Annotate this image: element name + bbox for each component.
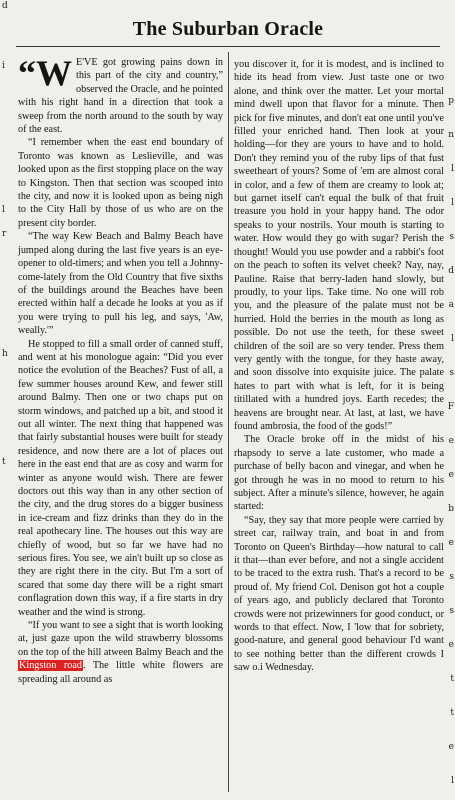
drop-cap: “W — [18, 53, 72, 93]
highlighted-search-term: Kingston road — [19, 660, 82, 672]
right-edge-letter: a — [448, 300, 454, 310]
column-header — [16, 8, 440, 47]
paragraph-text: “Say, they say that more people were carried by street car, railway train, and boat in and from Toronto on Queen's Birthday—how natural to call it that—than ever before, and not a single accident to be traced to the extra rush. That's a record to be proud of. My friend Col. Denison got hot a couple of years ago, and publicly declared that Toronto crowds were not prizewinners for good conduct, or words to that effect. Now, I 'low that for sobriety, good-nature, and general good behaviour I'd want to see nothing better than the different crowds I saw o.i Wednesday. — [234, 514, 444, 674]
left-edge-letter — [0, 84, 14, 96]
left-edge-letter — [0, 432, 14, 444]
column-divider — [228, 52, 229, 792]
page-title: The Suburban Oracle — [132, 18, 324, 40]
left-edge-letter — [0, 24, 14, 36]
right-edge-letter: s — [449, 606, 454, 616]
left-edge-letter — [0, 576, 14, 588]
left-edge-letter — [0, 396, 14, 408]
left-edge-letter — [0, 516, 14, 528]
article-paragraph — [18, 338, 223, 620]
left-edge-letter — [0, 552, 14, 564]
left-edge-letter — [0, 444, 14, 456]
right-edge-letter: e — [448, 470, 454, 480]
left-margin-cutoff-text — [0, 0, 14, 800]
paragraph-text: “The way Kew Beach and Balmy Beach have jumped along during the last five years is an eye-opener to old-timers; and when you tell a Johnny-come-lately from the Old Country that five sixths of the buildings around the Beaches have been erected within half a decade he looks at you as if you were trying to pull his leg, and says, 'Aw, weally.'” — [18, 231, 223, 337]
left-edge-letter — [0, 288, 14, 300]
left-edge-letter — [0, 372, 14, 384]
right-edge-letter: e — [448, 742, 454, 752]
left-edge-letter — [0, 384, 14, 396]
article-column-1 — [18, 53, 223, 686]
left-edge-letter — [0, 408, 14, 420]
left-edge-letter — [0, 48, 14, 60]
right-edge-letter: l — [451, 776, 454, 786]
left-edge-letter — [0, 108, 14, 120]
article-paragraph — [234, 58, 444, 433]
left-edge-letter — [0, 360, 14, 372]
right-edge-letter: e — [448, 538, 454, 548]
right-edge-letter: l — [451, 164, 454, 174]
right-edge-letter: e — [448, 640, 454, 650]
left-edge-letter — [0, 564, 14, 576]
left-edge-letter — [0, 468, 14, 480]
paragraph-text-tail: . The little white flowers are spreading all around as — [18, 660, 223, 685]
left-edge-letter — [0, 492, 14, 504]
left-edge-letter — [0, 96, 14, 108]
left-edge-letter — [0, 180, 14, 192]
paragraph-text: The Oracle broke off in the midst of his rhapsody to serve a late customer, who made a purchase of belly bacon and vinegar, and when he got through he was in no mood to return to his subject. After a minute's silence, however, he again started: — [234, 434, 444, 513]
left-edge-letter — [0, 12, 14, 24]
left-edge-letter — [0, 324, 14, 336]
article-paragraph — [234, 433, 444, 513]
right-edge-letter: n — [448, 130, 454, 140]
paragraph-text: “I remember when the east end boundary of Toronto was known as Leslieville, and was looked upon as the first stopping place on the way to Kingston. Then that section was scooped into the city, and now it is looked upon as being nigh to the City Hall by those of us who are on the present city border. — [18, 137, 223, 229]
article-paragraph — [18, 230, 223, 337]
right-edge-letter: l — [451, 334, 454, 344]
left-edge-letter — [0, 72, 14, 84]
left-edge-letter — [0, 528, 14, 540]
right-edge-letter: s — [449, 368, 454, 378]
right-edge-letter: t — [450, 674, 454, 684]
right-edge-letter: s — [449, 232, 454, 242]
article-paragraph — [234, 514, 444, 675]
left-edge-letter — [0, 36, 14, 48]
article-paragraph — [18, 53, 223, 136]
left-edge-letter — [0, 216, 14, 228]
right-edge-letter: b — [448, 504, 454, 514]
paragraph-text: E'VE got growing pains down in this part of the city and country,” observed the Oracle, and he pointed with his right hand in a direction that took a sweep from the north around to the south by way of the east. — [18, 57, 223, 136]
article-paragraph — [18, 136, 223, 230]
left-edge-letter — [0, 168, 14, 180]
paragraph-text: He stopped to fill a small order of canned stuff, and went at his monologue again: “Did you ever notice the evolution of the Beaches? Fust of all, a few summer houses around Kew, and fewer still around Balmy. Then one or two chaps put on storm windows, and patched up a bit, and stood it out all winter. The next thing that happened was that fairly substantial houses were built for steady residence, and now there are a lot of places out here in the east end that are as cosy and warm for winter as anyone would wish. There are fewer doctors out this way than in any other section of the city, and the drug stores do a bigger business in ice-cream and fizz drinks than they do in the real apothecary line. The houses out this way are chiefly of wood, but so far we have had no serious fires. You see, we ain't built up so close as they are right there in the city. But I'm a sort of scared that some day there will be a right smart conflagration down this way, if a fire starts in dry weather and the wind is strong. — [18, 338, 223, 618]
left-edge-letter — [0, 336, 14, 348]
right-edge-letter: d — [448, 266, 454, 276]
left-edge-letter — [0, 156, 14, 168]
left-edge-letter — [0, 312, 14, 324]
left-edge-letter: t — [2, 457, 6, 467]
right-edge-letter: F — [447, 402, 454, 412]
left-edge-letter: r — [2, 229, 7, 239]
left-edge-letter — [0, 540, 14, 552]
left-edge-letter — [0, 132, 14, 144]
left-edge-letter — [0, 276, 14, 288]
paragraph-text: you discover it, for it is modest, and is inclined to hide its head from view. Just taste one or two alone, and think over the matter. Let your mortal mind dwell upon that flavor for a minute. Then pick for five minutes, and don't eat one until you've filled your enriched hand. Then look at your holding—for they are yours to have and to hold. Don't they remind you of the ruby lips of that fust sweetheart of yours? Some of 'em are almost coral in color, and a few of them are creamy to look at; but garnet itself can't equal the bulk of that fruit treasure you hold in your happy hand. The odor speaks to your nostrils. Your mouth is starting to water. How would they go with sugar? Perish the thought! Would you use powder and a rabbit's foot on the peach to soften its velvet cheek? Nay, nay, Pauline. Raise that berry-laden hand slowly, but proudly, to your lips. Take time. No one will rob you, and the pleasure of the palate must not be hurried. Hold the berries in the mouth as long as possible. Do not use the teeth, for these sweet children of the soil are so very tender. Press them very gently with the tongue, for they haste away, and soon dissolve into exquisite juice. The palate hates to part with what is left, for it is being titillated with a hundred joys. Earth recedes; the heavens are brought near. At last, at last, we have found ambrosia, the food of the gods!” — [234, 59, 444, 432]
left-edge-letter — [0, 480, 14, 492]
left-edge-letter — [0, 300, 14, 312]
left-edge-letter: i — [2, 61, 5, 71]
right-edge-letter: p — [448, 96, 454, 106]
paragraph-text: “If you want to see a sight that is worth looking at, just gaze upon the wild strawberry blossoms on the top of the hill atween Balmy Beach and the — [18, 620, 223, 658]
left-edge-letter — [0, 192, 14, 204]
right-edge-letter: e — [448, 436, 454, 446]
article-column-2 — [234, 58, 444, 675]
left-edge-letter: d — [2, 1, 8, 11]
left-edge-letter: h — [2, 349, 8, 359]
left-edge-letter — [0, 252, 14, 264]
left-edge-letter — [0, 120, 14, 132]
left-edge-letter — [0, 264, 14, 276]
left-edge-letter — [0, 504, 14, 516]
right-edge-letter: t — [450, 708, 454, 718]
article-paragraph — [18, 619, 223, 686]
left-edge-letter — [0, 144, 14, 156]
left-edge-letter — [0, 240, 14, 252]
right-edge-letter: l — [451, 198, 454, 208]
right-edge-letter: s — [449, 572, 454, 582]
left-edge-letter — [0, 420, 14, 432]
left-edge-letter: l — [2, 205, 5, 215]
